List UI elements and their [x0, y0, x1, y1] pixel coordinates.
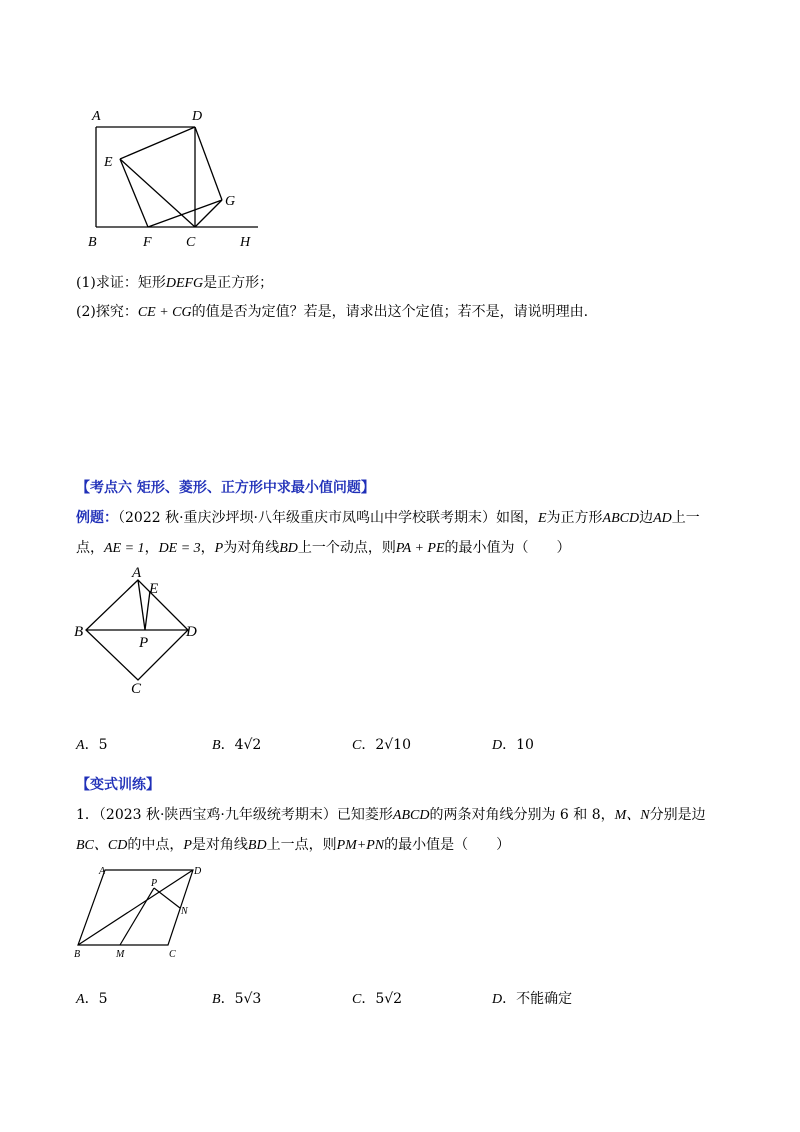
choice-d[interactable]: D．10: [492, 737, 534, 753]
label-d: D: [186, 624, 197, 640]
figure-square-abcd: [72, 565, 212, 700]
label-p: P: [151, 878, 158, 889]
variant-choice-a[interactable]: A．5: [76, 991, 108, 1007]
label-c: C: [169, 949, 176, 960]
choice-c[interactable]: C．2√10: [352, 737, 411, 753]
figure-rhombus: [68, 860, 218, 965]
example-line-1: 例题：（2022 秋·重庆沙坪坝·八年级重庆市凤鸣山中学校联考期末）如图，E为正方形ABCD边AD上一: [76, 510, 700, 526]
variant-choice-d[interactable]: D．不能确定: [492, 991, 573, 1007]
q1-part2: (2)探究：CE + CG的值是否为定值？若是，请求出这个定值；若不是，请说明理由.: [76, 304, 589, 320]
label-c: C: [131, 681, 142, 697]
section-title: 【考点六 矩形、菱形、正方形中求最小值问题】: [76, 480, 375, 496]
choice-a[interactable]: A．5: [76, 737, 108, 753]
label-n: N: [181, 906, 188, 917]
q1-part1: (1)求证：矩形DEFG是正方形；: [76, 275, 274, 291]
label-b: B: [74, 949, 81, 960]
label-m: M: [116, 949, 125, 960]
variant-choice-c[interactable]: C．5√2: [352, 991, 403, 1007]
label-h: H: [240, 235, 251, 250]
label-d: D: [194, 866, 202, 877]
label-p: P: [139, 635, 149, 651]
example-line-2: 点，AE = 1，DE = 3，P为对角线BD上一个动点，则PA + PE的最小值为（ ）: [76, 540, 571, 556]
variant-choice-b[interactable]: B．5√3: [212, 991, 262, 1007]
label-a: A: [132, 565, 142, 581]
label-e: E: [104, 155, 113, 170]
variant-line-2: BC、CD的中点，P是对角线BD上一点，则PM+PN的最小值是（ ）: [76, 837, 511, 853]
label-b: B: [74, 624, 84, 640]
variant-title: 【变式训练】: [76, 777, 160, 793]
label-d: D: [192, 109, 203, 124]
variant-line-1: 1．（2023 秋·陕西宝鸡·九年级统考期末）已知菱形ABCD的两条对角线分别为 6 和 8，M、N分别是边: [76, 807, 706, 823]
choice-b[interactable]: B．4√2: [212, 737, 262, 753]
label-f: F: [143, 235, 152, 250]
label-c: C: [186, 235, 196, 250]
label-g: G: [225, 194, 236, 209]
label-e: E: [149, 581, 159, 597]
label-a: A: [92, 109, 101, 124]
label-a: A: [99, 866, 106, 877]
label-b: B: [88, 235, 97, 250]
figure-square-defg: [80, 100, 270, 255]
